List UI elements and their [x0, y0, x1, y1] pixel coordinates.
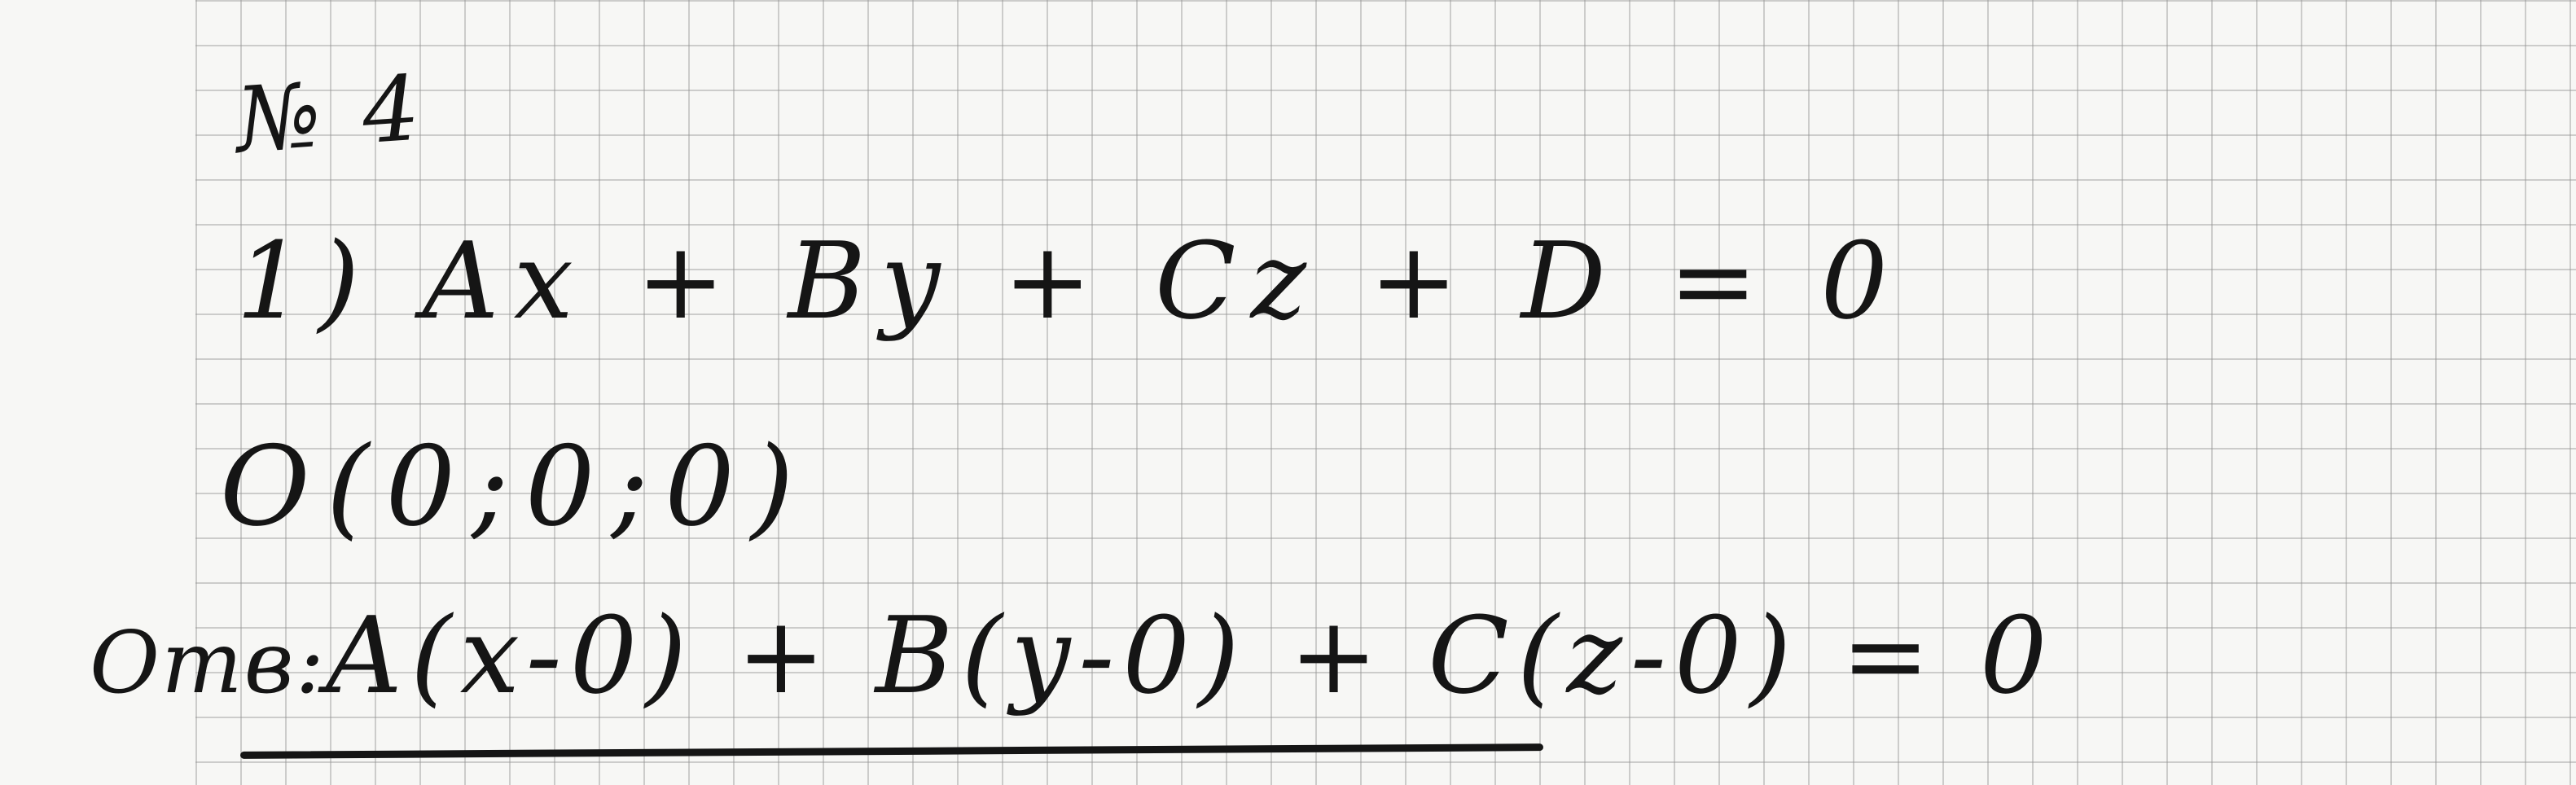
plane-equation: 1) Ax + By + Cz + D = 0 [236, 219, 1903, 343]
answer-line [90, 594, 2056, 717]
origin-point: O(0;0;0) [220, 423, 810, 550]
answer-label: Отв: [90, 613, 327, 713]
answer-equation: A(x-0) + B(y-0) + C(z-0) = 0 [326, 594, 2056, 717]
answer-underline [240, 743, 1543, 759]
problem-number: № 4 [232, 55, 430, 173]
